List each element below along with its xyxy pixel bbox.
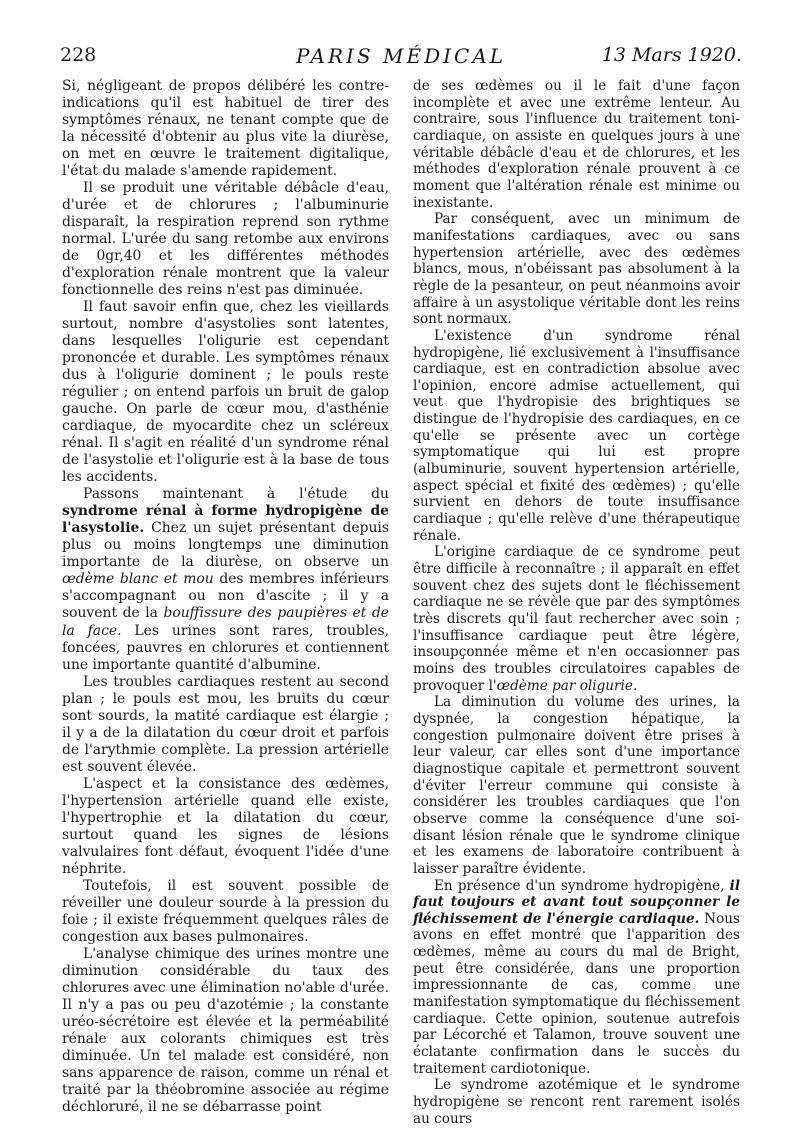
paragraph xyxy=(413,544,740,694)
paragraph xyxy=(62,180,389,299)
paragraph xyxy=(413,878,740,1078)
paragraph xyxy=(62,878,389,946)
paragraph-text: Par conséquent, avec un minimum de manifestations cardiaques, avec ou sans hypertension artérielle, avec des œdèmes blancs, mous, n'obéissant pas absolument à la règle de la pesanteur, on peut néanmoins avoir affaire à un asystolique véritable dont les reins sont normaux. xyxy=(413,211,740,328)
paragraph xyxy=(413,1077,740,1127)
paragraph xyxy=(62,946,389,1116)
paragraph xyxy=(413,211,740,328)
issue-date: 13 Mars 1920. xyxy=(601,44,742,66)
journal-title: PARIS MÉDICAL xyxy=(295,44,507,68)
paragraph-text: L'origine cardiaque de ce syndrome peut être difficile à reconnaître ; il apparaît en effet souvent chez des sujets dont le fléchissement cardiaque ne se révèle que par des symptômes très discrets qu'il faut rechercher avec soin ; l'insuffisance cardiaque peut être légère, insoupçonnée même et n'en occasionner pas moins des troubles circulatoires capables de provoquer l' xyxy=(413,544,740,694)
paragraph xyxy=(62,78,389,180)
emphasis-text: il faut toujours et avant tout soupçonner le fléchissement de l'énergie cardiaque. xyxy=(413,877,740,927)
paragraph-text: Il faut savoir enfin que, chez les vieillards surtout, nombre d'asystolies sont latentes, dans lesquelles l'oligurie est cependant prononcée et durable. Les symptômes rénaux dus à l'oligurie dominent ; le pouls reste régulier ; on entend parfois un bruit de galop gauche. On parle de cœur mou, d'asthénie cardiaque, de myocardite chez un scléreux rénal. Il s'agit en réalité d'un syndrome rénal de l'asystolie et l'oligurie est à la base de tous les accidents. xyxy=(62,299,389,486)
running-header xyxy=(60,44,742,72)
emphasis-text: syndrome rénal à forme hydropigène de l'asystolie. xyxy=(62,503,389,537)
paragraph-text: En présence d'un syndrome hydropigène, xyxy=(434,877,730,894)
paragraph-text: Passons maintenant à l'étude du xyxy=(83,486,389,503)
paragraph-text: de ses œdèmes ou il le fait d'une façon incomplète et avec une extrême lenteur. Au contraire, sous l'influence du traitement toni-cardiaque, on assiste en quelques jours à une véritable débâcle d'eau et de chlorures, et les méthodes d'exploration rénale prouvent à ce moment que l'altération rénale est minime ou inexistante. xyxy=(413,78,740,211)
paragraph xyxy=(62,299,389,486)
paragraph-text: Toutefois, il est souvent possible de réveiller une douleur sourde à la pression du foie ; il existe fréquemment quelques râles de congestion aux bases pulmonaires. xyxy=(62,877,389,945)
page-number: 228 xyxy=(60,44,97,66)
paragraph xyxy=(62,486,389,673)
paragraph xyxy=(413,328,740,545)
emphasis-text: bouffissure des paupières et de la face. xyxy=(62,605,389,639)
paragraph-text: Si, négligeant de propos délibéré les contre-indications qu'il est habituel de tirer des symptômes rénaux, ne tenant compte que de la nécessité d'obtenir au plus vite la diurèse, on met en œuvre le traitement digitalique, l'état du malade s'amende rapidement. xyxy=(62,78,389,180)
paragraph xyxy=(413,78,740,211)
emphasis-text: œdème par oligurie. xyxy=(496,677,638,694)
paragraph-text: Les urines sont rares, troubles, foncées, pauvres en chlorures et contiennent une importante quantité d'albumine. xyxy=(62,622,390,673)
paragraph-text: Le syndrome azotémique et le syndrome hydropigène se rencont rent rarement isolés au cours xyxy=(413,1077,740,1127)
paragraph-text: Les troubles cardiaques restent au second plan ; le pouls est mou, les bruits du cœur sont sourds, la matité cardiaque est élargie ; il y a de la dilatation du cœur droit et parfois de l'arythmie complète. La pression artérielle est souvent élevée. xyxy=(62,673,389,775)
paragraph xyxy=(413,694,740,877)
paragraph-text: L'existence d'un syndrome rénal hydropigène, lié exclusivement à l'insuffisance cardiaque, est en contradiction absolue avec l'opinion, encore admise actuellement, qui veut que l'hydropisie des brightiques se distingue de l'hydropisie des cardiaques, en ce qu'elle se présente avec un cortège symptomatique qui lui est propre (albuminurie, souvent hypertension artérielle, aspect spécial et fixité des œdèmes) ; qu'elle survient en dehors de toute insuffisance cardiaque ; qu'elle relève d'une thérapeutique rénale. xyxy=(413,327,740,544)
paragraph-text: La diminution du volume des urines, la dyspnée, la congestion hépatique, la congestion pulmonaire doivent être prises à leur valeur, car elles sont d'une importance diagnostique capitale et permettront souvent d'éviter l'erreur commune qui consiste à considérer les troubles cardiaques que l'on observe comme la conséquence d'une soi-disant lésion rénale que le syndrome clinique et les examens de laboratoire contribuent à laisser paraître évidente. xyxy=(413,694,740,877)
paragraph-text: des membres inférieurs s'accompagnant ou non d'ascite ; il y a souvent de la xyxy=(62,571,389,622)
paragraph-text: L'aspect et la consistance des œdèmes, l'hypertension artérielle quand elle existe, l'hypertrophie et la dilatation du cœur, surtout quand les signes de lésions valvulaires font défaut, évoquent l'idée d'une néphrite. xyxy=(62,775,389,877)
emphasis-text: œdème blanc et mou xyxy=(62,571,214,588)
paragraph xyxy=(62,776,389,878)
right-column xyxy=(413,78,740,1127)
left-column xyxy=(62,78,389,1116)
paragraph xyxy=(62,674,389,776)
paragraph-text: Chez un sujet présentant depuis plus ou moins longtemps une diminution importante de la diurèse, on observe un xyxy=(62,520,389,571)
paragraph-text: L'analyse chimique des urines montre une diminution considérable du taux des chlorures avec une élimination no'able d'urée. Il n'y a pas ou peu d'azotémie ; la constante uréo-sécrétoire est élevée et la perméabilité rénale aux colorants chimiques est très diminuée. Un tel malade est considéré, non sans apparence de raison, comme un rénal et traité par la théobromine associée au régime déchloruré, il ne se débarrasse point xyxy=(62,945,389,1115)
paragraph-text: Il se produit une véritable débâcle d'eau, d'urée et de chlorures ; l'albuminurie disparaît, la respiration reprend son rythme normal. L'urée du sang retombe aux environs de 0gr,40 et les différentes méthodes d'exploration rénale montrent que la valeur fonctionnelle des reins n'est pas diminuée. xyxy=(62,180,389,299)
paragraph-text: Nous avons en effet montré que l'apparition des œdèmes, même au cours du mal de Bright, peut être considérée, dans une proportion impressionnante de cas, comme une manifestation symptomatique du fléchissement cardiaque. Cette opinion, soutenue autrefois par Lécorché et Talamon, trouve souvent une éclatante confirmation dans le succès du traitement cardiotonique. xyxy=(413,910,740,1077)
